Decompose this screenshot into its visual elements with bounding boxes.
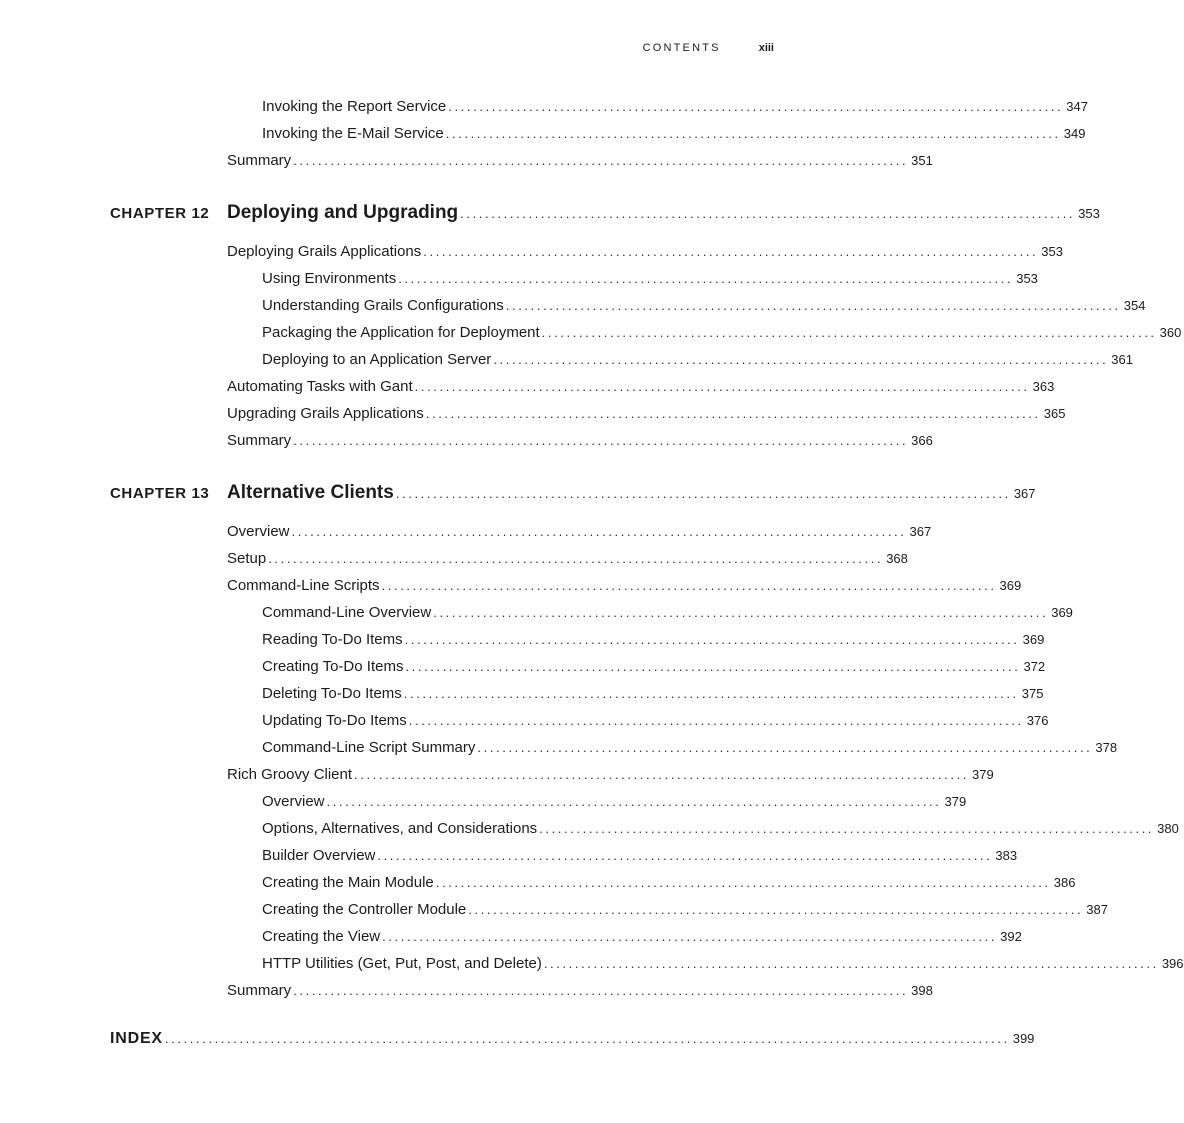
toc-entry-page: 360 bbox=[1159, 325, 1182, 340]
dot-leader: ................................................................................................... bbox=[293, 983, 909, 998]
dot-leader: ................................................................................................... bbox=[543, 956, 1159, 971]
toc-entry-page: 376 bbox=[1026, 713, 1049, 728]
toc-entry-title: Understanding Grails Configurations bbox=[262, 297, 504, 314]
toc-entry-page: 369 bbox=[1022, 632, 1045, 647]
dot-leader: ................................................................................................... bbox=[541, 325, 1157, 340]
toc-entry-title: Summary bbox=[227, 432, 292, 449]
toc-entry[interactable] bbox=[0, 432, 933, 454]
dot-leader: ................................................................................................... bbox=[460, 206, 1076, 221]
toc-entry-title: Creating the View bbox=[262, 928, 381, 945]
toc-entry-title: Builder Overview bbox=[262, 847, 376, 864]
dot-leader: ................................................................................................... bbox=[326, 794, 942, 809]
dot-leader: ................................................................................................... bbox=[381, 578, 997, 593]
chapter-13-heading[interactable] bbox=[0, 482, 1036, 504]
dot-leader: ................................................................................................... bbox=[382, 929, 998, 944]
index-page: 399 bbox=[1012, 1031, 1035, 1046]
toc-entry-page: 353 bbox=[1041, 244, 1063, 259]
toc-entry-title: Reading To-Do Items bbox=[262, 631, 403, 648]
toc-entry-title: Overview bbox=[262, 793, 325, 810]
chapter-12-heading[interactable] bbox=[0, 202, 1100, 224]
toc-entry[interactable] bbox=[0, 739, 1118, 761]
toc-entry[interactable] bbox=[0, 297, 1146, 319]
toc-entry-title: Deploying Grails Applications bbox=[227, 243, 422, 260]
dot-leader: ................................................................................................... bbox=[425, 406, 1041, 421]
toc-entry-page: 386 bbox=[1053, 875, 1076, 890]
toc-entry-page: 369 bbox=[999, 578, 1022, 593]
chapter-page: 367 bbox=[1013, 486, 1036, 501]
dot-leader: ................................................................................................... bbox=[398, 271, 1014, 286]
toc-entry[interactable] bbox=[0, 270, 1038, 292]
toc-entry-title: Command-Line Scripts bbox=[227, 577, 380, 594]
toc-entry-page: 396 bbox=[1161, 956, 1184, 971]
dot-leader: ................................................................................................... bbox=[408, 713, 1024, 728]
dot-leader: ................................................................................................... bbox=[445, 126, 1061, 141]
toc-entry-title: Deploying to an Application Server bbox=[262, 351, 492, 368]
dot-leader: ................................................................................................... bbox=[433, 605, 1049, 620]
toc-entry[interactable] bbox=[0, 820, 1179, 842]
index-entry[interactable] bbox=[0, 1030, 1035, 1052]
toc-entry-page: 349 bbox=[1063, 126, 1086, 141]
toc-entry-title: Summary bbox=[227, 982, 292, 999]
chapter-number: CHAPTER 12 bbox=[110, 205, 210, 222]
toc-entry[interactable] bbox=[0, 577, 1022, 599]
toc-entry-page: 366 bbox=[911, 433, 933, 448]
toc-entry[interactable] bbox=[0, 152, 933, 174]
dot-leader: ................................................................................................... bbox=[505, 298, 1121, 313]
chapter-number: CHAPTER 13 bbox=[110, 485, 210, 502]
toc-entry[interactable] bbox=[0, 125, 1086, 147]
dot-leader: ........................................................................................................................................ bbox=[164, 1031, 1010, 1046]
toc-entry-title: Upgrading Grails Applications bbox=[227, 405, 424, 422]
toc-entry-title: Creating the Controller Module bbox=[262, 901, 467, 918]
toc-entry-page: 392 bbox=[1000, 929, 1022, 944]
toc-entry[interactable] bbox=[0, 955, 1184, 977]
toc-entry-page: 353 bbox=[1016, 271, 1038, 286]
dot-leader: ................................................................................................... bbox=[493, 352, 1109, 367]
toc-entry-page: 369 bbox=[1051, 605, 1073, 620]
toc-entry[interactable] bbox=[0, 604, 1073, 626]
running-head-label: CONTENTS bbox=[642, 42, 721, 54]
toc-entry[interactable] bbox=[0, 874, 1076, 896]
toc-entry-title: Setup bbox=[227, 550, 267, 567]
toc-entry-title: Rich Groovy Client bbox=[227, 766, 353, 783]
toc-entry[interactable] bbox=[0, 658, 1046, 680]
toc-entry[interactable] bbox=[0, 982, 933, 1004]
toc-entry-page: 368 bbox=[886, 551, 908, 566]
dot-leader: ................................................................................................... bbox=[293, 153, 909, 168]
toc-entry-title: Overview bbox=[227, 523, 290, 540]
toc-entry[interactable] bbox=[0, 523, 932, 545]
toc-entry-page: 379 bbox=[944, 794, 967, 809]
toc-entry-page: 379 bbox=[972, 767, 994, 782]
dot-leader: ................................................................................................... bbox=[395, 486, 1011, 501]
toc-entry-page: 361 bbox=[1111, 352, 1133, 367]
toc-entry-page: 383 bbox=[995, 848, 1018, 863]
toc-entry-title: Updating To-Do Items bbox=[262, 712, 407, 729]
toc-entry[interactable] bbox=[0, 351, 1133, 373]
dot-leader: ................................................................................................... bbox=[435, 875, 1051, 890]
toc-entry[interactable] bbox=[0, 243, 1063, 265]
chapter-title: Alternative Clients bbox=[227, 482, 394, 503]
toc-entry-title: Summary bbox=[227, 152, 292, 169]
toc-entry[interactable] bbox=[0, 928, 1022, 950]
dot-leader: ................................................................................................... bbox=[293, 433, 909, 448]
toc-entry[interactable] bbox=[0, 631, 1045, 653]
running-head bbox=[643, 42, 774, 54]
dot-leader: ................................................................................................... bbox=[423, 244, 1039, 259]
toc-entry-page: 398 bbox=[911, 983, 933, 998]
toc-entry-page: 380 bbox=[1157, 821, 1179, 836]
dot-leader: ................................................................................................... bbox=[448, 99, 1064, 114]
dot-leader: ................................................................................................... bbox=[404, 632, 1020, 647]
toc-entry[interactable] bbox=[0, 847, 1018, 869]
toc-entry-title: Deleting To-Do Items bbox=[262, 685, 402, 702]
toc-entry-title: Automating Tasks with Gant bbox=[227, 378, 413, 395]
toc-entry[interactable] bbox=[0, 712, 1049, 734]
toc-entry[interactable] bbox=[0, 98, 1088, 120]
toc-entry-page: 387 bbox=[1086, 902, 1108, 917]
toc-entry[interactable] bbox=[0, 378, 1055, 400]
toc-entry-page: 347 bbox=[1066, 99, 1088, 114]
toc-entry-page: 351 bbox=[911, 153, 933, 168]
toc-entry-page: 375 bbox=[1021, 686, 1044, 701]
dot-leader: ................................................................................................... bbox=[539, 821, 1155, 836]
toc-entry-page: 365 bbox=[1043, 406, 1066, 421]
toc-entry-page: 372 bbox=[1023, 659, 1046, 674]
dot-leader: ................................................................................................... bbox=[477, 740, 1093, 755]
dot-leader: ................................................................................................... bbox=[414, 379, 1030, 394]
toc-entry[interactable] bbox=[0, 685, 1044, 707]
toc-entry[interactable] bbox=[0, 550, 908, 572]
toc-entry-title: Command-Line Script Summary bbox=[262, 739, 476, 756]
toc-entry-title: HTTP Utilities (Get, Put, Post, and Delete) bbox=[262, 955, 542, 972]
dot-leader: ................................................................................................... bbox=[377, 848, 993, 863]
dot-leader: ................................................................................................... bbox=[268, 551, 884, 566]
toc-entry-title: Creating the Main Module bbox=[262, 874, 434, 891]
toc-entry-title: Options, Alternatives, and Considerations bbox=[262, 820, 538, 837]
dot-leader: ................................................................................................... bbox=[405, 659, 1021, 674]
toc-entry[interactable] bbox=[0, 793, 967, 815]
toc-entry[interactable] bbox=[0, 901, 1108, 923]
toc-entry-page: 363 bbox=[1032, 379, 1055, 394]
chapter-page: 353 bbox=[1078, 206, 1100, 221]
toc-entry-title: Invoking the E-Mail Service bbox=[262, 125, 444, 142]
toc-entry-page: 367 bbox=[909, 524, 932, 539]
dot-leader: ................................................................................................... bbox=[354, 767, 970, 782]
toc-entry-page: 354 bbox=[1123, 298, 1146, 313]
dot-leader: ................................................................................................... bbox=[403, 686, 1019, 701]
toc-entry[interactable] bbox=[0, 766, 994, 788]
toc-entry[interactable] bbox=[0, 324, 1182, 346]
chapter-title: Deploying and Upgrading bbox=[227, 202, 459, 223]
index-title: INDEX bbox=[110, 1030, 163, 1047]
toc-entry-title: Using Environments bbox=[262, 270, 397, 287]
dot-leader: ................................................................................................... bbox=[468, 902, 1084, 917]
toc-entry-title: Packaging the Application for Deployment bbox=[262, 324, 540, 341]
page-number: xiii bbox=[758, 42, 774, 54]
toc-entry-title: Invoking the Report Service bbox=[262, 98, 447, 115]
toc-entry[interactable] bbox=[0, 405, 1066, 427]
dot-leader: ................................................................................................... bbox=[291, 524, 907, 539]
toc-entry-title: Command-Line Overview bbox=[262, 604, 432, 621]
toc-entry-page: 378 bbox=[1095, 740, 1118, 755]
toc-entry-title: Creating To-Do Items bbox=[262, 658, 404, 675]
